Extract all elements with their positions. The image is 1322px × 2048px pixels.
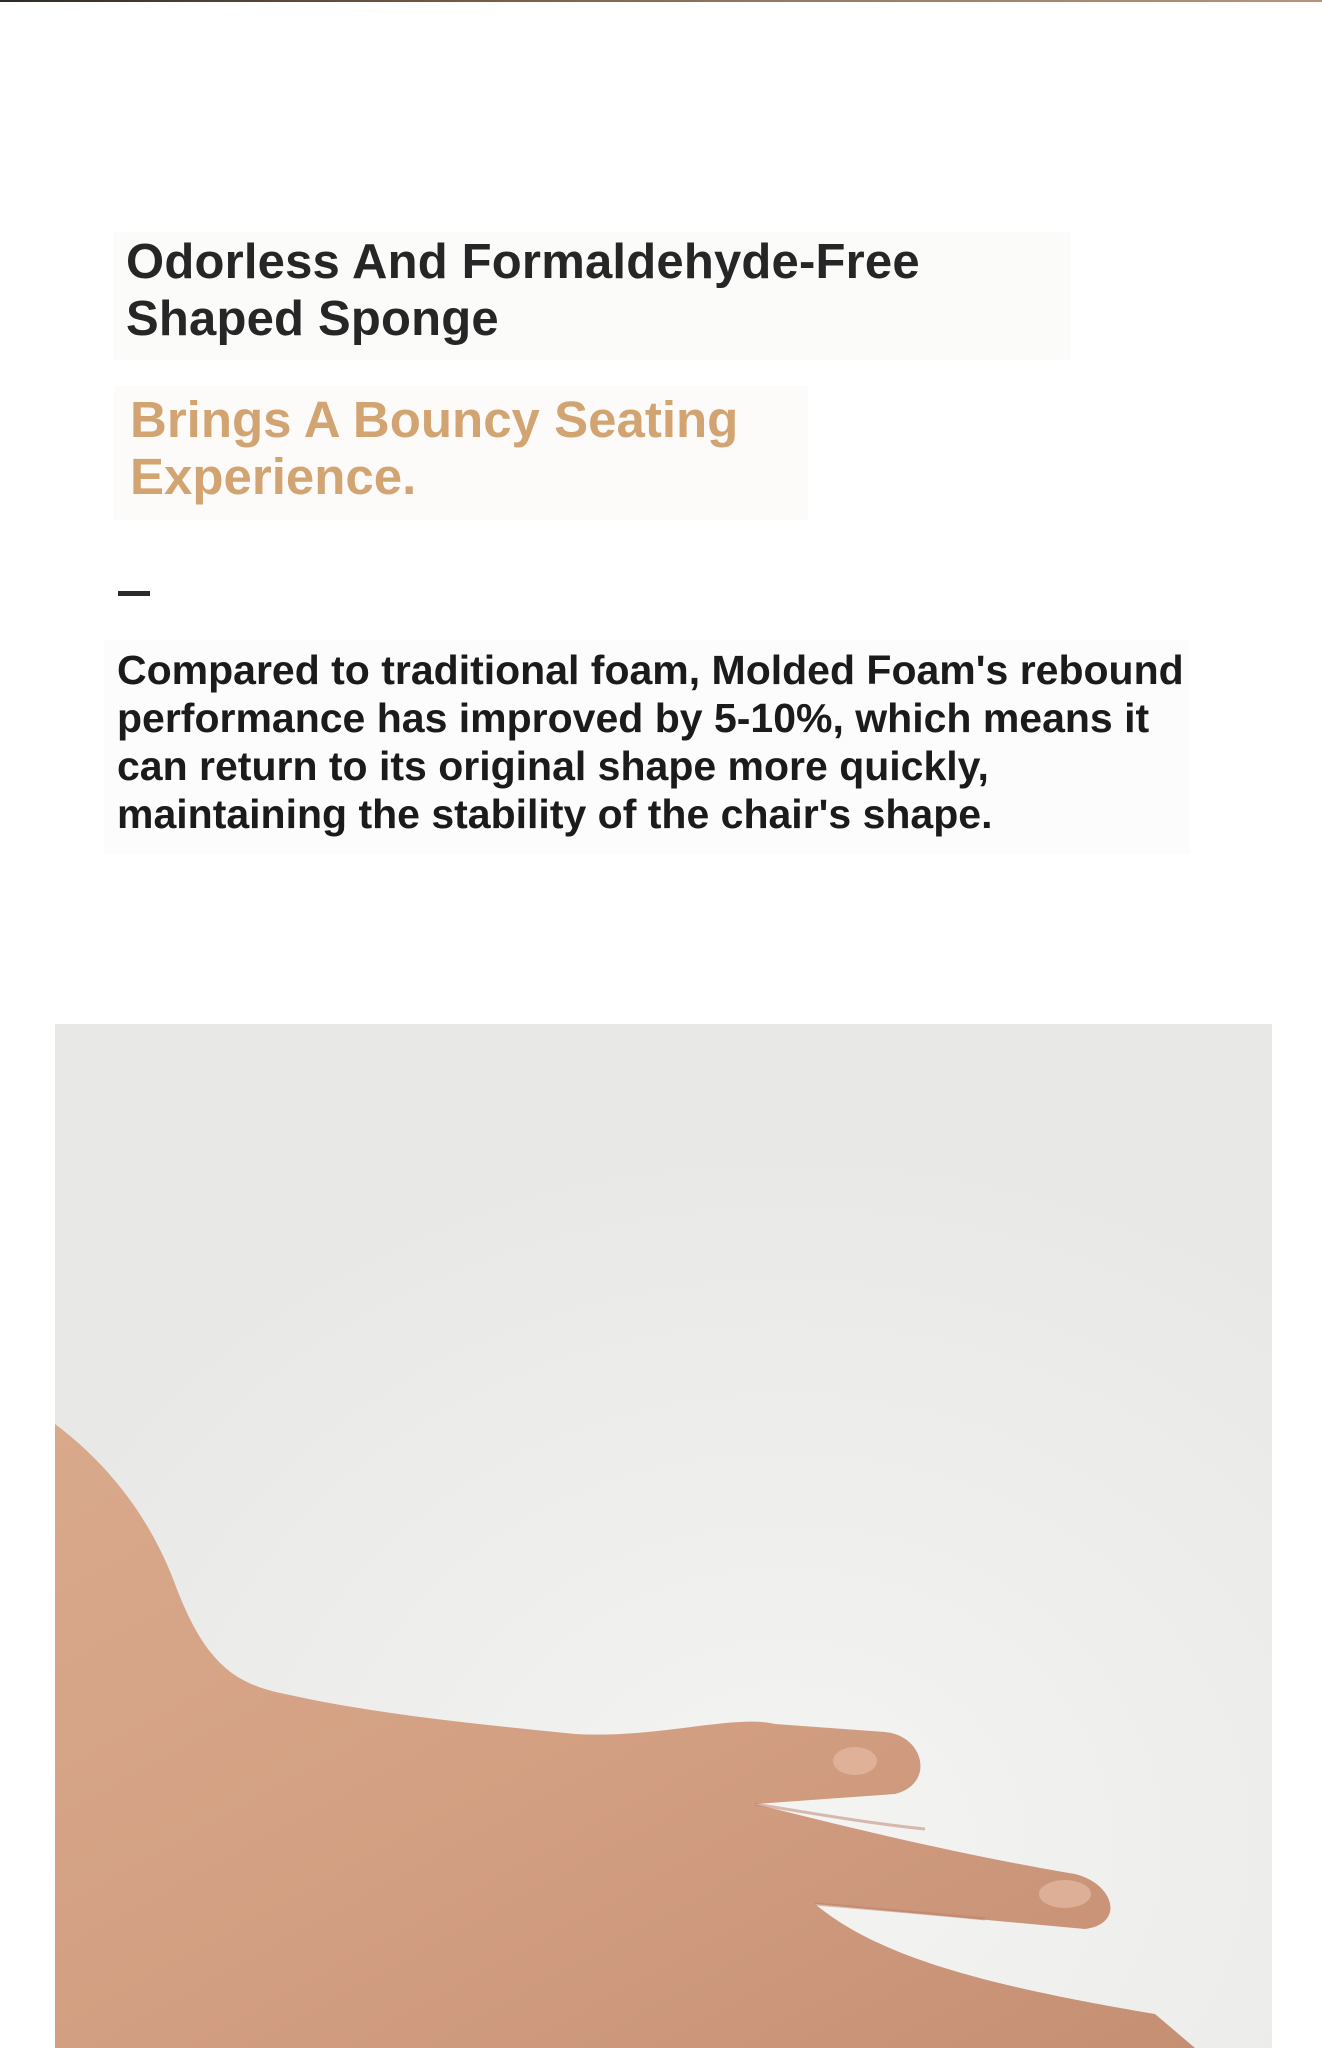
- foam-hand-photo: [55, 1024, 1272, 2048]
- hand-on-foam-illustration: [55, 1024, 1272, 2048]
- fingernail: [833, 1747, 877, 1775]
- fingernail: [1039, 1880, 1091, 1908]
- section-description: Compared to traditional foam, Molded Foam's rebound performance has improved by 5-10%, which means it can return to its original shape more quickly, maintaining the stability of the chair's shape.: [117, 647, 1184, 837]
- top-divider: [0, 0, 1322, 2]
- dash-divider: [118, 591, 150, 596]
- section-subtitle: Brings A Bouncy Seating Experience.: [130, 391, 739, 505]
- section-title: Odorless And Formaldehyde-Free Shaped Sponge: [126, 235, 920, 346]
